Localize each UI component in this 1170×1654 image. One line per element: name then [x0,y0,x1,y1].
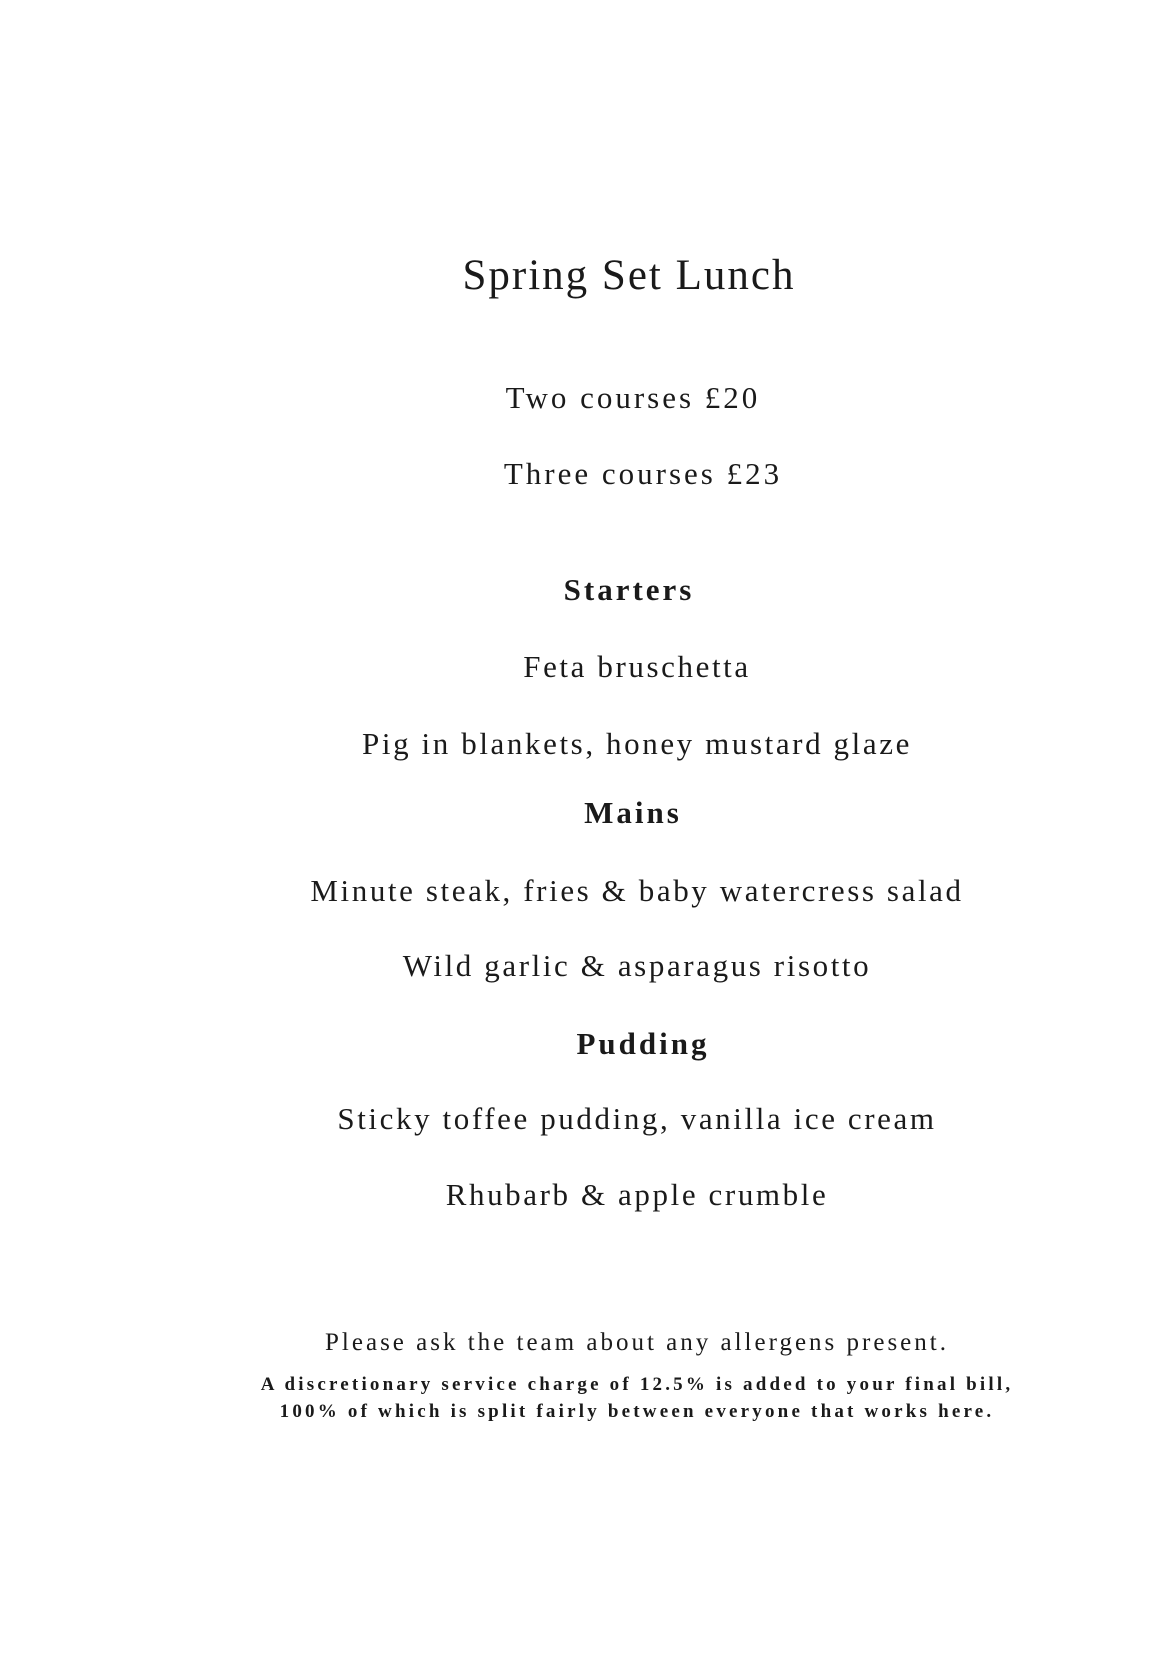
service-charge-note: 100% of which is split fairly between everyone that works here. [279,1401,995,1422]
service-charge-note: A discretionary service charge of 12.5% is added to your final bill, [260,1374,1014,1395]
menu-item-main: Wild garlic & asparagus risotto [402,948,872,983]
allergen-note: Please ask the team about any allergens present. [325,1329,949,1356]
section-heading-starters: Starters [563,572,695,607]
section-heading-pudding: Pudding [576,1026,710,1061]
price-two-courses: Two courses £20 [505,380,761,415]
menu-item-starter: Pig in blankets, honey mustard glaze [362,726,912,761]
price-three-courses: Three courses £23 [503,456,783,491]
section-heading-mains: Mains [584,795,682,830]
menu-item-starter: Feta bruschetta [523,649,751,684]
menu-item-pudding: Sticky toffee pudding, vanilla ice cream [337,1101,937,1136]
menu-item-main: Minute steak, fries & baby watercress salad [310,873,964,908]
menu-item-pudding: Rhubarb & apple crumble [445,1177,829,1212]
menu-title: Spring Set Lunch [462,252,796,299]
